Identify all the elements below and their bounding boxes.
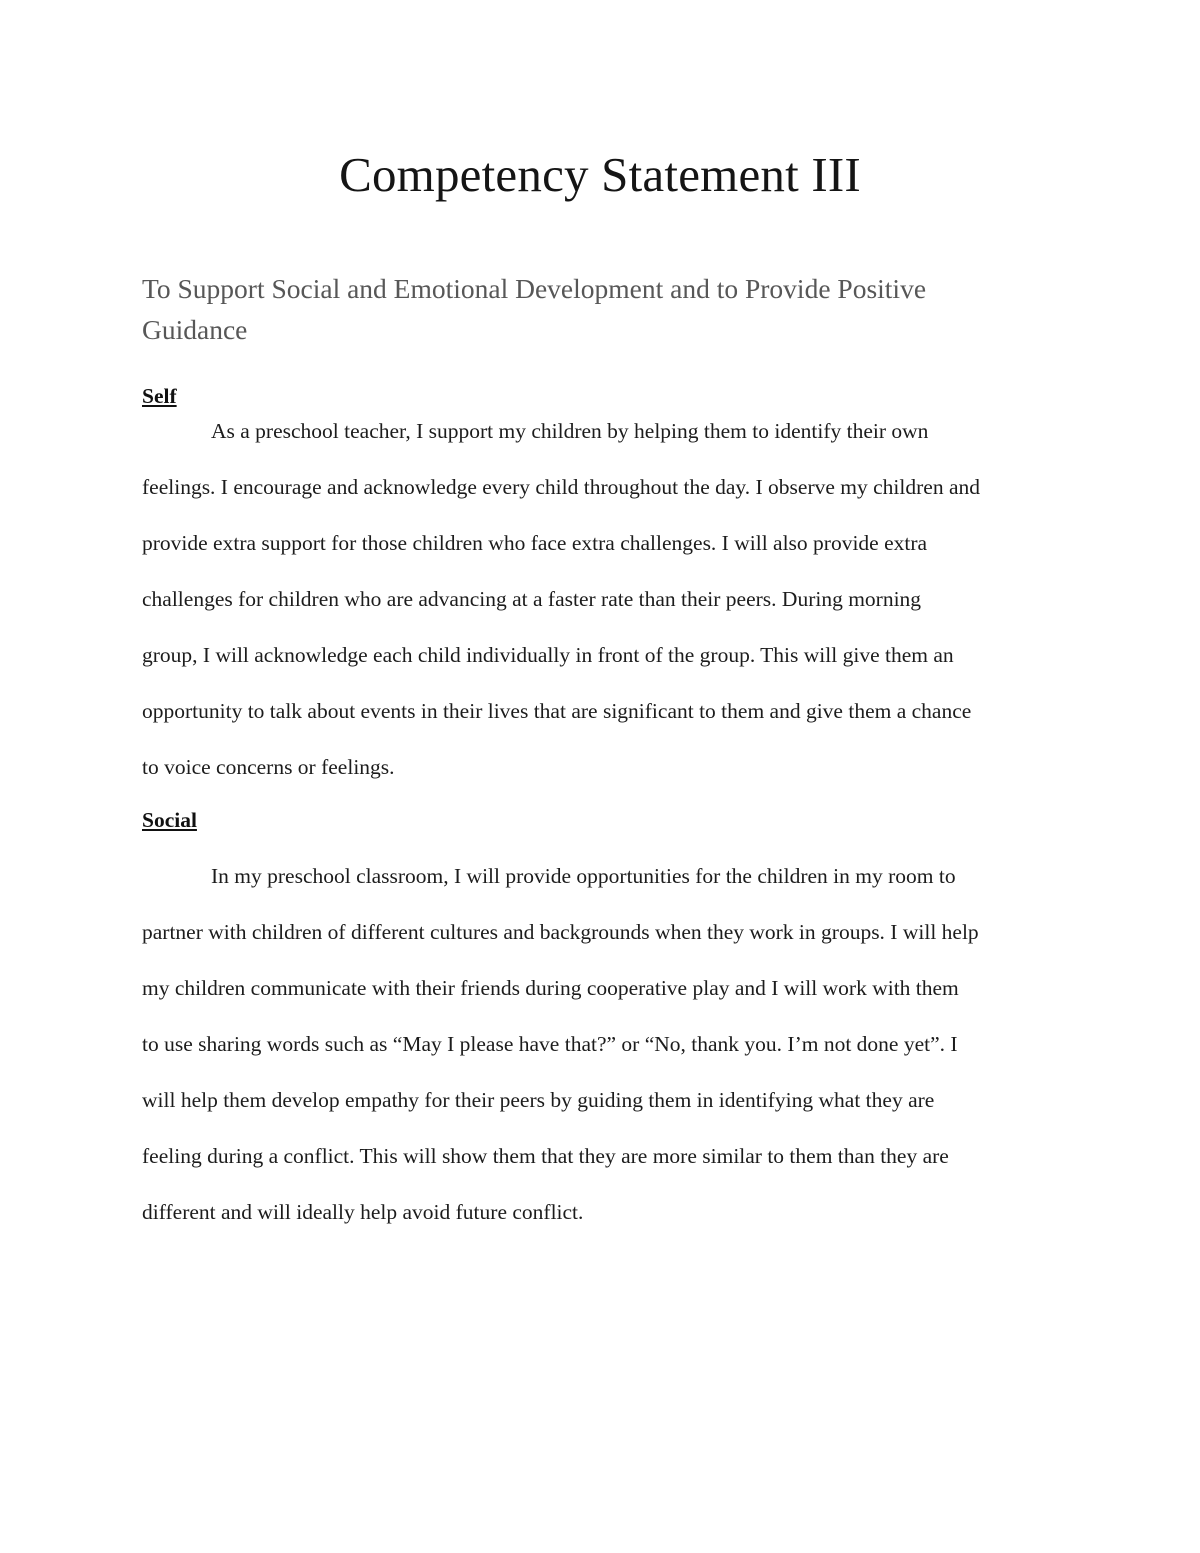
- paragraph-line: challenges for children who are advancing at a faster rate than their peers. During morning: [142, 587, 922, 611]
- paragraph-line: my children communicate with their friends during cooperative play and I will work with them: [142, 976, 959, 1000]
- paragraph-line: As a preschool teacher, I support my children by helping them to identify their own: [211, 419, 929, 443]
- paragraph-line: group, I will acknowledge each child individually in front of the group. This will give them an: [142, 643, 954, 667]
- subtitle-line: To Support Social and Emotional Development and to Provide Positive: [142, 273, 927, 304]
- paragraph-line: opportunity to talk about events in their lives that are significant to them and give them a chance: [142, 699, 972, 723]
- paragraph-line: different and will ideally help avoid future conflict.: [142, 1200, 584, 1224]
- paragraph-line: provide extra support for those children who face extra challenges. I will also provide extra: [142, 531, 928, 555]
- paragraph-line: feelings. I encourage and acknowledge every child throughout the day. I observe my children and: [142, 475, 980, 499]
- document-title: Competency Statement III: [339, 147, 861, 202]
- paragraph-line: to voice concerns or feelings.: [142, 755, 395, 779]
- section-paragraph-social: [142, 848, 979, 1240]
- paragraph-line: partner with children of different cultures and backgrounds when they work in groups. I will help: [142, 920, 979, 944]
- paragraph-line: In my preschool classroom, I will provide opportunities for the children in my room to: [211, 864, 956, 888]
- section-heading-social: Social: [142, 808, 197, 832]
- paragraph-line: will help them develop empathy for their peers by guiding them in identifying what they are: [142, 1088, 935, 1112]
- section-paragraph-self: [142, 403, 980, 795]
- document-subtitle: [142, 268, 1042, 350]
- paragraph-line: feeling during a conflict. This will show them that they are more similar to them than they are: [142, 1144, 949, 1168]
- paragraph-line: to use sharing words such as “May I please have that?” or “No, thank you. I’m not done yet”. I: [142, 1032, 958, 1056]
- section-heading-self: Self: [142, 384, 177, 408]
- subtitle-line: Guidance: [142, 314, 248, 345]
